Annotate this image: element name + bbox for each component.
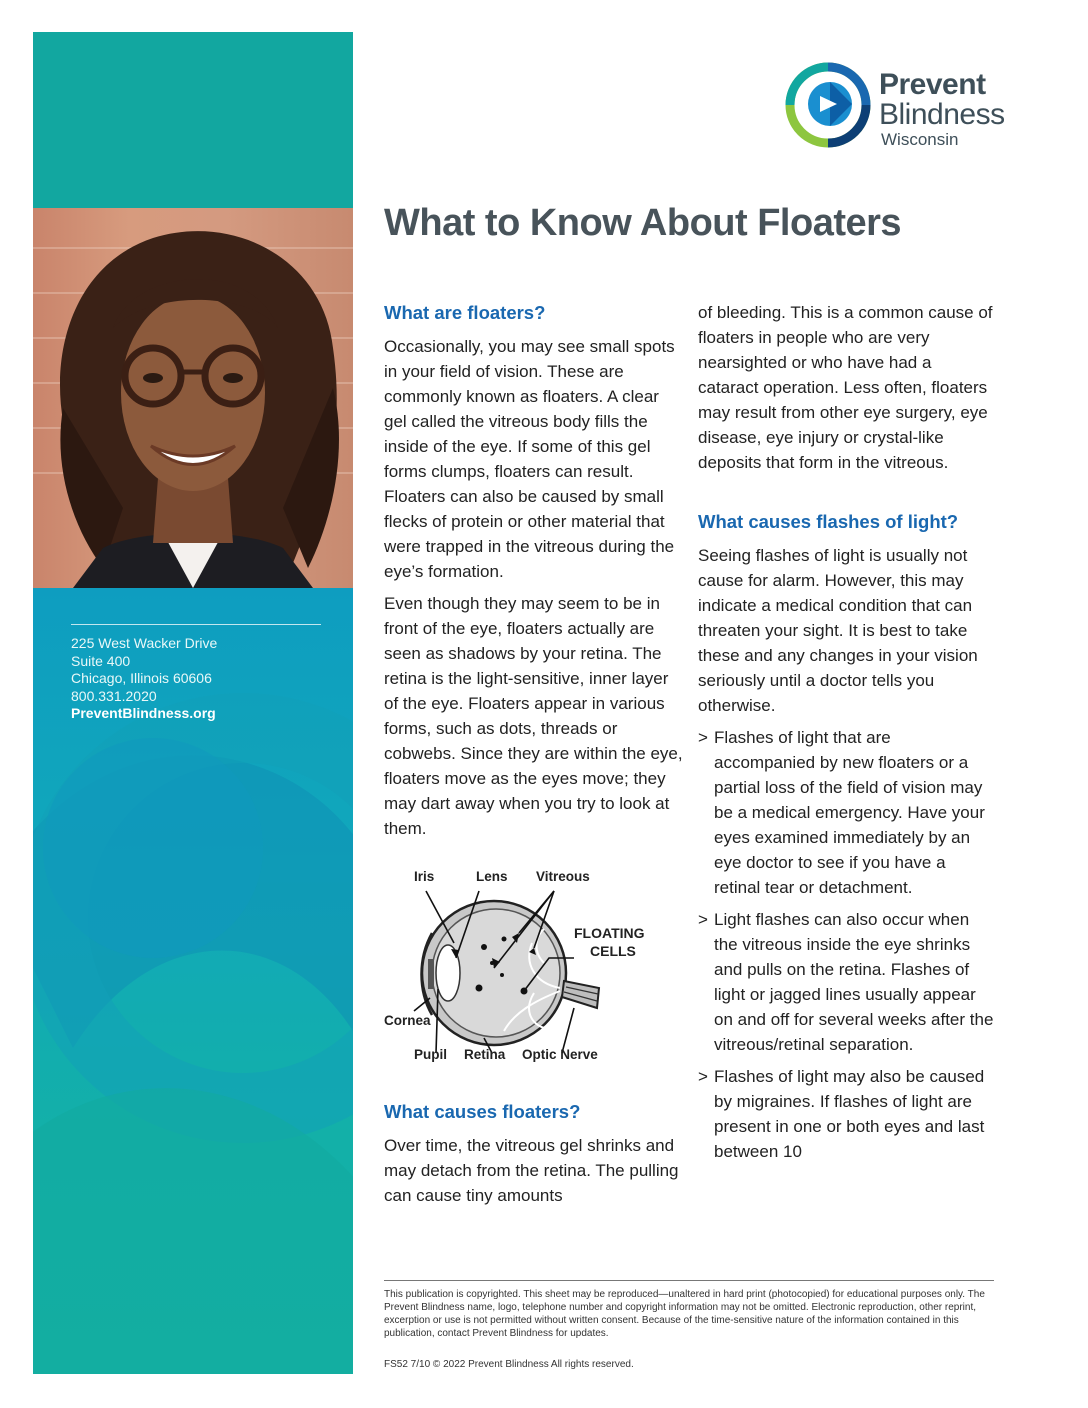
publication-code: FS52 7/10 © 2022 Prevent Blindness All rights reserved.	[384, 1359, 634, 1370]
label-optic-nerve: Optic Nerve	[522, 1047, 598, 1062]
label-pupil: Pupil	[414, 1047, 447, 1062]
footer	[384, 1280, 994, 1371]
bullet-marker: >	[698, 1067, 708, 1086]
phone-number: 800.331.2020	[71, 687, 157, 704]
column-right	[698, 300, 994, 1171]
column-left	[384, 300, 684, 1215]
address-block	[71, 624, 321, 723]
list-item	[698, 725, 994, 900]
paragraph: of bleeding. This is a common cause of floaters in people who are very nearsighted or who have had a cataract operation. Less often, floaters may result from other eye surgery, eye disease, eye injury or crystal-like deposits that form in the vitreous.	[698, 303, 993, 472]
prevent-blindness-logo	[785, 62, 1025, 152]
heading-what-causes-floaters: What causes floaters?	[384, 1101, 581, 1122]
sidebar	[33, 32, 353, 1374]
logo-chapter: Wisconsin	[881, 130, 959, 149]
list-item	[698, 1064, 994, 1164]
logo-eye-icon	[785, 62, 871, 148]
label-cornea: Cornea	[384, 1013, 431, 1028]
flashes-bullet-list	[698, 725, 994, 1164]
sidebar-blue-panel	[33, 588, 353, 1374]
page-title: What to Know About Floaters	[384, 202, 902, 244]
bullet-marker: >	[698, 728, 708, 747]
heading-what-causes-flashes: What causes flashes of light?	[698, 511, 959, 532]
label-cells: CELLS	[590, 943, 636, 959]
label-vitreous: Vitreous	[536, 869, 590, 884]
logo-name-line2: Blindness	[879, 98, 1005, 131]
label-floating: FLOATING	[574, 925, 645, 941]
portrait-photo	[33, 208, 353, 588]
address-line: 225 West Wacker Drive	[71, 635, 218, 651]
website-link[interactable]: PreventBlindness.org	[71, 705, 216, 721]
list-item-text: Flashes of light may also be caused by migraines. If flashes of light are present in one or both eyes and last between 10	[714, 1067, 985, 1161]
heading-what-are-floaters: What are floaters?	[384, 302, 546, 323]
bullet-marker: >	[698, 910, 708, 929]
sidebar-teal-band	[33, 32, 353, 208]
footer-divider	[384, 1280, 994, 1281]
paragraph: Even though they may seem to be in front of the eye, floaters actually are seen as shadows by your retina. The retina is the light-sensitive, inner layer of the eye. Floaters appear in various forms, such as dots, threads or cobwebs. Since they are within the eye, floaters move as the eyes move; they may dart away when you try to look at them.	[384, 594, 683, 838]
list-item-text: Light flashes can also occur when the vitreous inside the eye shrinks and pulls on the retina. Flashes of light or jagged lines usually appear on and off for several weeks after the vitreous/retinal separation.	[714, 910, 994, 1054]
address-divider	[71, 624, 321, 625]
label-retina: Retina	[464, 1047, 506, 1062]
copyright-notice: This publication is copyrighted. This sheet may be reproduced—unaltered in hard print (photocopied) for educational purposes only. The Prevent Blindness name, logo, telephone number and copyright information may not be omitted. Electronic reproduction, other reprint, excerption or use is not permitted without written consent. Because of the time-sensitive nature of the information contained in this publication, contact Prevent Blindness for updates.	[384, 1289, 985, 1339]
paragraph: Occasionally, you may see small spots in your field of vision. These are commonly known as floaters. A clear gel called the vitreous body fills the inside of the eye. If some of this gel forms clumps, floaters can result. Floaters can also be caused by small flecks of protein or other material that were trapped in the vitreous during the eye’s formation.	[384, 337, 675, 581]
paragraph: Over time, the vitreous gel shrinks and may detach from the retina. The pulling can cause tiny amounts	[384, 1136, 679, 1205]
address-line: Suite 400	[71, 652, 131, 669]
list-item-text: Flashes of light that are accompanied by new floaters or a partial loss of the field of vision may be a medical emergency. Have your eyes examined immediately by an eye doctor to see if you have a retinal tear or detachment.	[714, 728, 985, 897]
paragraph: Seeing flashes of light is usually not cause for alarm. However, this may indicate a medical condition that can threaten your sight. It is best to take these and any changes in your vision seriously until a doctor tells you otherwise.	[698, 546, 978, 715]
eye-diagram	[384, 863, 684, 1073]
label-lens: Lens	[476, 869, 508, 884]
address-line: Chicago, Illinois 60606	[71, 670, 212, 686]
label-iris: Iris	[414, 869, 435, 884]
list-item	[698, 907, 994, 1057]
logo-name-line1: Prevent	[879, 68, 986, 101]
